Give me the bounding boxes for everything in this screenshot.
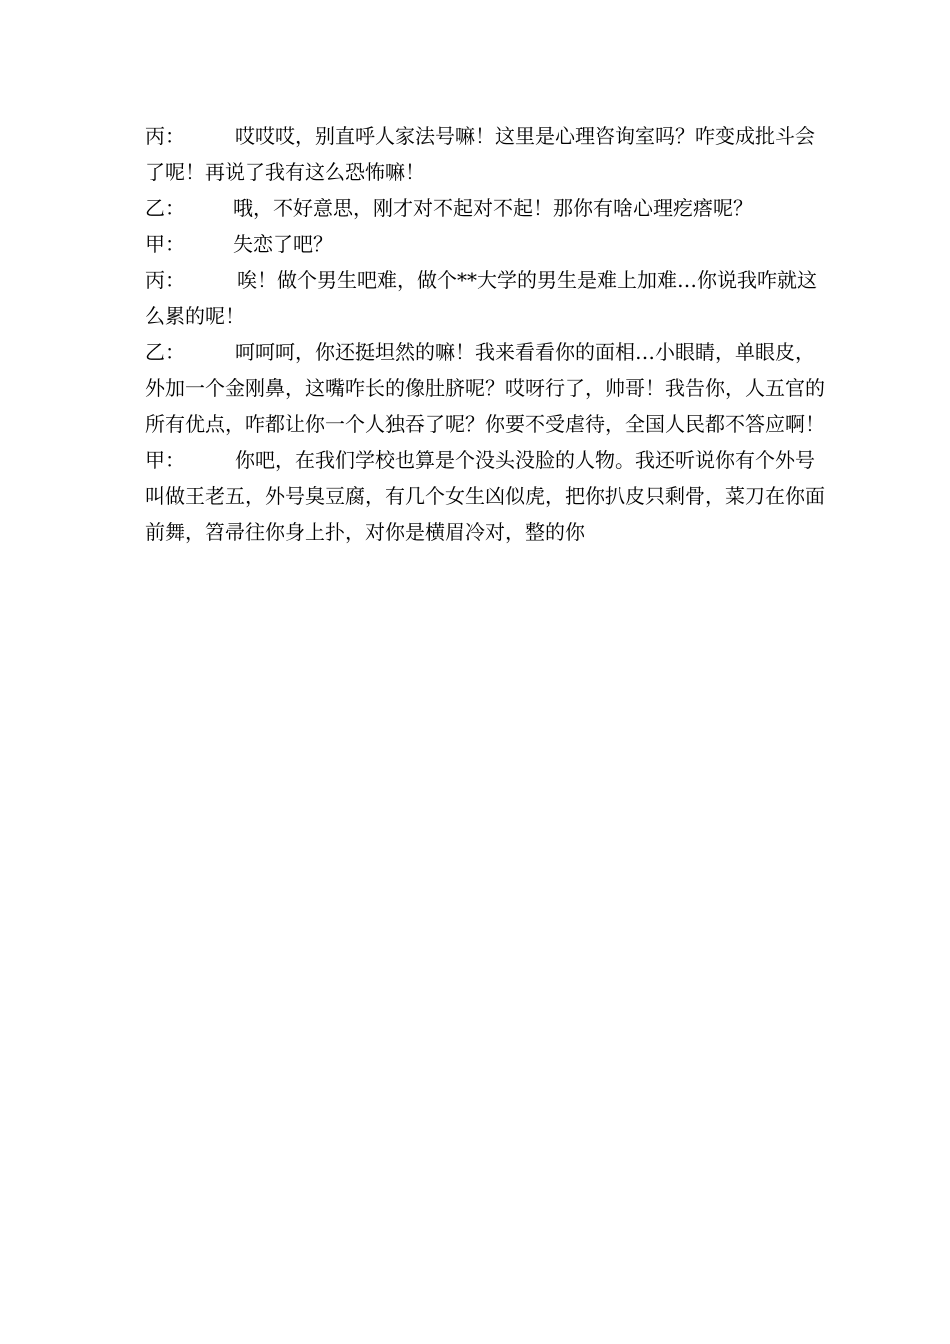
dialogue-text: 哎哎哎，别直呼人家法号嘛！这里是心理咨询室吗？咋变成批斗会了呢！再说了我有这么恐怖嘛！ (145, 124, 815, 184)
speaker-label: 丙： (145, 124, 185, 148)
speaker-label: 甲： (145, 448, 185, 472)
dialogue-text: 唉！做个男生吧难，做个**大学的男生是难上加难…你说我咋就这么累的呢！ (145, 268, 817, 328)
speaker-label: 丙： (145, 268, 185, 292)
dialogue-line-3 (145, 226, 825, 262)
dialogue-text: 你吧，在我们学校也算是个没头没脸的人物。我还听说你有个外号叫做王老五，外号臭豆腐，有几个女生凶似虎，把你扒皮只剩骨，菜刀在你面前舞，笤帚往你身上扑，对你是横眉冷对，整的你 (145, 448, 825, 544)
dialogue-line-1 (145, 118, 825, 190)
dialogue-line-6 (145, 442, 825, 550)
dialogue-line-5 (145, 334, 825, 442)
dialogue-line-4 (145, 262, 825, 334)
dialogue-text: 失恋了吧？ (233, 232, 333, 256)
dialogue-text: 呵呵呵，你还挺坦然的嘛！我来看看你的面相…小眼睛，单眼皮，外加一个金刚鼻，这嘴咋长的像肚脐呢？哎呀行了，帅哥！我告你，人五官的所有优点，咋都让你一个人独吞了呢？你要不受虐待，全国人民都不答应啊！ (145, 340, 825, 436)
dialogue-line-2 (145, 190, 825, 226)
speaker-label: 乙： (145, 340, 185, 364)
dialogue-text: 哦，不好意思，刚才对不起对不起！那你有啥心理疙瘩呢？ (233, 196, 753, 220)
speaker-label: 乙： (145, 196, 185, 220)
speaker-label: 甲： (145, 232, 185, 256)
document-page (145, 118, 825, 550)
